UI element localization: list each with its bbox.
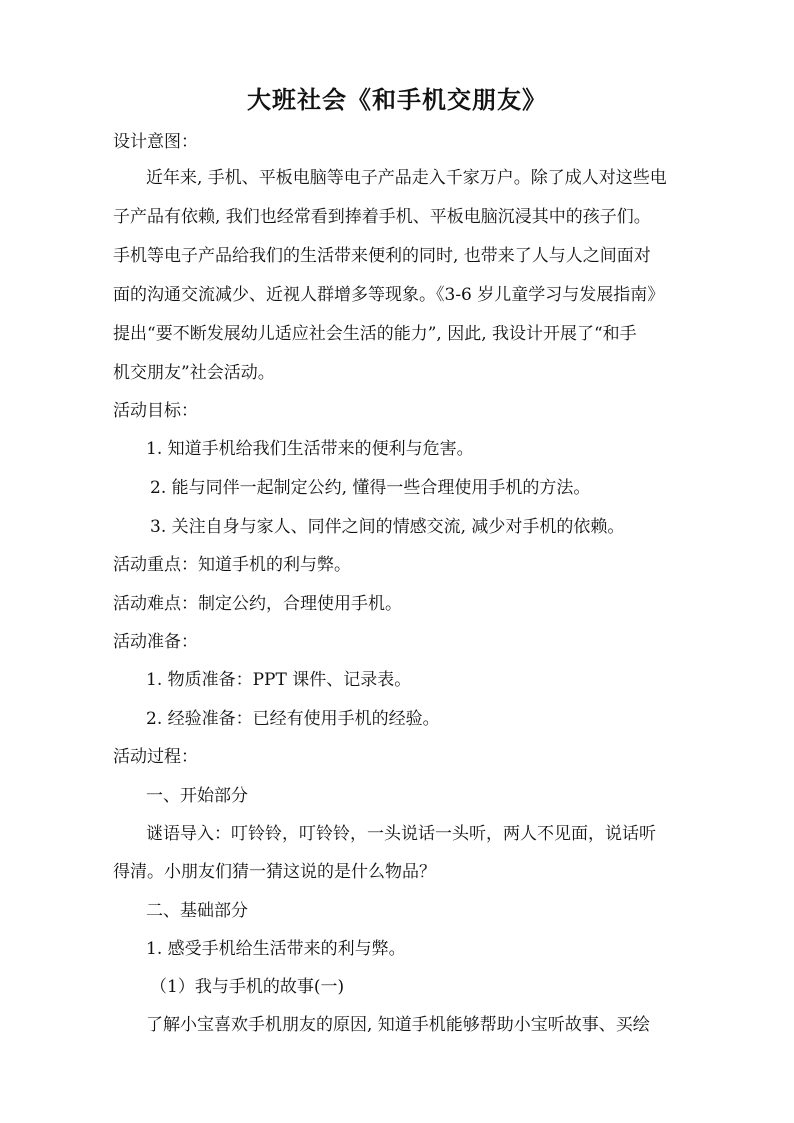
section-heading-key-point: 活动重点：知道手机的利与弊。 [113,555,351,575]
section-heading-preparation: 活动准备： [113,632,198,652]
list-item: 1. 物质准备：PPT 课件、记录表。 [146,670,412,690]
paragraph-line: 得清。小朋友们猜一猜这说的是什么物品？ [113,862,436,882]
subsection-heading: 一、开始部分 [146,786,248,806]
subsection-heading: 二、基础部分 [146,901,248,921]
section-heading-difficulty: 活动难点：制定公约，合理使用手机。 [113,594,402,614]
list-item: 2. 能与同伴一起制定公约, 懂得一些合理使用手机的方法。 [150,478,591,498]
paragraph-line: 谜语导入：叮铃铃，叮铃铃，一头说话一头听，两人不见面，说话听 [146,824,656,844]
paragraph-line: 机交朋友”社会活动。 [113,363,275,383]
paragraph-line: 手机等电子产品给我们的生活带来便利的同时, 也带来了人与人之间面对 [113,246,651,266]
section-heading-objectives: 活动目标： [113,401,198,421]
list-item: 1. 感受手机给生活带来的利与弊。 [146,939,406,959]
paragraph-line: 提出“要不断发展幼儿适应社会生活的能力”, 因此, 我设计开展了“和手 [113,324,637,344]
section-heading-design-intent: 设计意图： [113,132,198,152]
list-item: （1）我与手机的故事(一) [150,977,345,997]
list-item: 3. 关注自身与家人、同伴之间的情感交流, 减少对手机的依赖。 [150,517,625,537]
paragraph-line: 面的沟通交流减少、近视人群增多等现象。《3-6 岁儿童学习与发展指南》 [113,285,665,305]
document-title: 大班社会《和手机交朋友》 [247,85,547,114]
section-heading-process: 活动过程： [113,747,198,767]
list-item: 2. 经验准备：已经有使用手机的经验。 [146,709,440,729]
paragraph-line: 近年来, 手机、平板电脑等电子产品走入千家万户。除了成人对这些电 [146,168,667,188]
list-item: 1. 知道手机给我们生活带来的便利与危害。 [146,439,474,459]
paragraph-line: 了解小宝喜欢手机朋友的原因, 知道手机能够帮助小宝听故事、买绘 [146,1015,650,1035]
paragraph-line: 子产品有依赖, 我们也经常看到捧着手机、平板电脑沉浸其中的孩子们。 [113,207,651,227]
